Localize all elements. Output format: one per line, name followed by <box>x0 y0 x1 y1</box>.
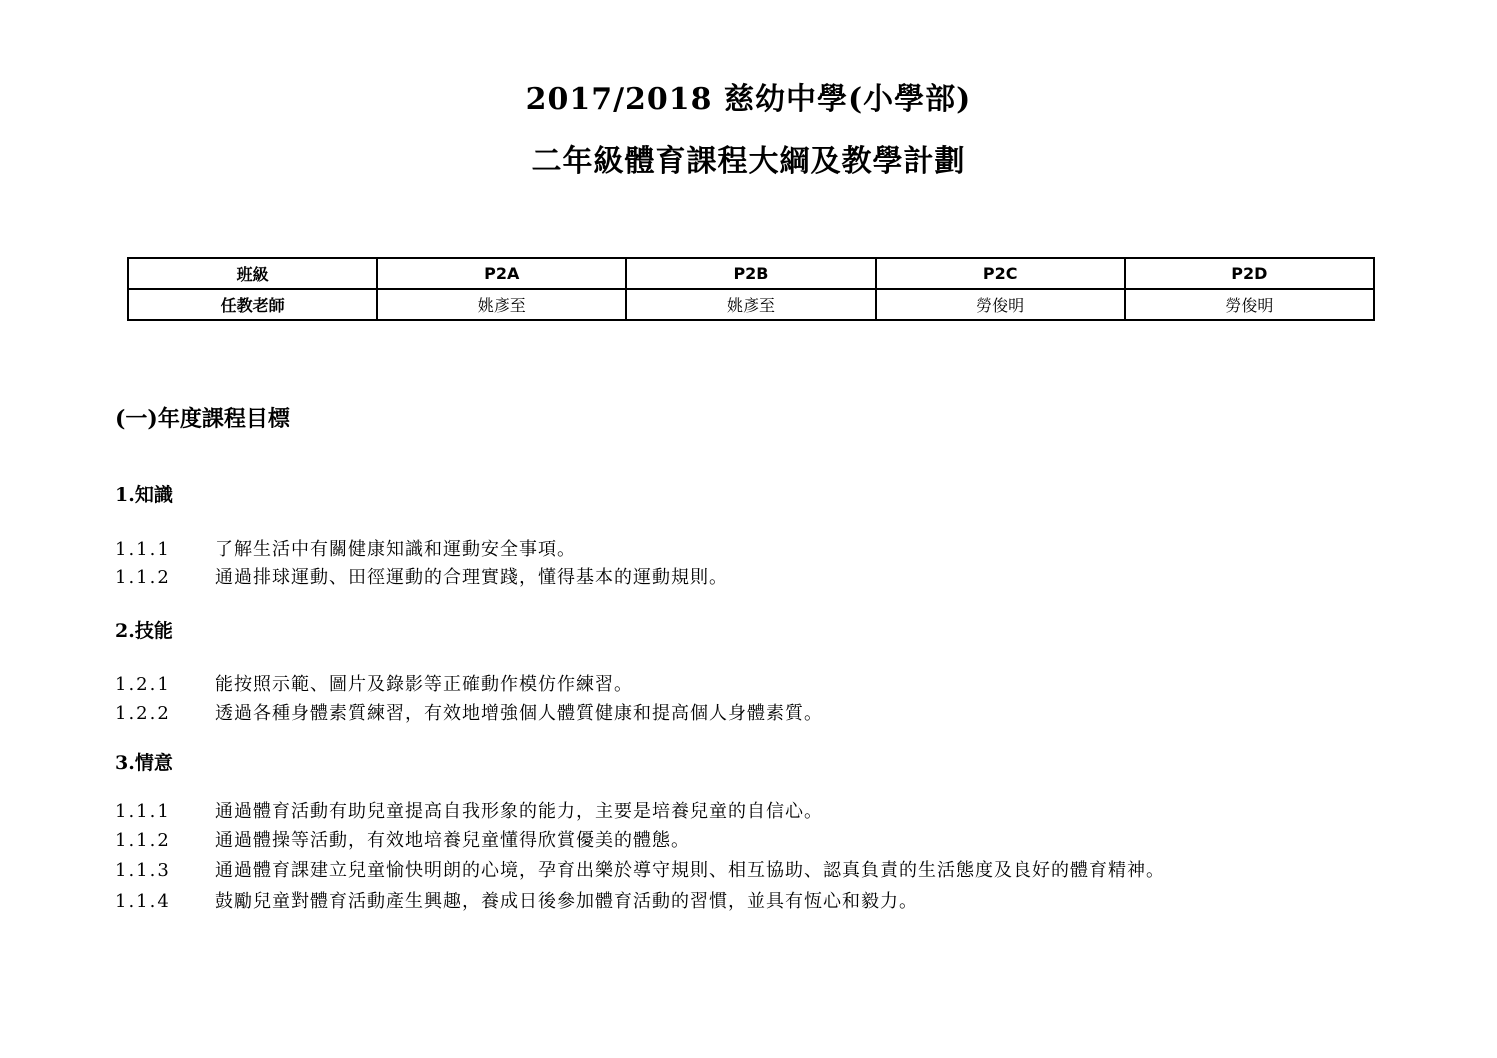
table-header-row <box>128 258 1374 289</box>
teacher-assignment-table <box>127 257 1375 321</box>
list-item <box>115 887 918 913</box>
list-item <box>115 826 690 852</box>
item-text: 通過排球運動、田徑運動的合理實踐，懂得基本的運動規則。 <box>215 567 728 588</box>
item-number: 1.2.1 <box>115 674 171 695</box>
table-header-cell: 班級 <box>128 258 377 289</box>
list-item <box>115 699 823 725</box>
list-item <box>115 670 633 696</box>
item-number: 1.1.2 <box>115 830 171 851</box>
item-text: 了解生活中有關健康知識和運動安全事項。 <box>215 539 576 560</box>
item-number: 1.1.2 <box>115 567 171 588</box>
item-number: 1.1.1 <box>115 539 171 560</box>
table-row-label: 任教老師 <box>128 289 377 320</box>
item-number: 1.1.3 <box>115 860 171 881</box>
list-item <box>115 535 576 561</box>
table-cell: 勞俊明 <box>1125 289 1374 320</box>
document-title: 2017/2018 慈幼中學(小學部) <box>525 82 972 117</box>
item-text: 通過體育活動有助兒童提高自我形象的能力，主要是培養兒童的自信心。 <box>215 801 823 822</box>
table-cell: 姚彥至 <box>626 289 875 320</box>
item-text: 透過各種身體素質練習，有效地增強個人體質健康和提高個人身體素質。 <box>215 703 823 724</box>
item-number: 1.1.1 <box>115 801 171 822</box>
subsection-heading-affective: 3.情意 <box>115 752 173 774</box>
list-item <box>115 856 1165 882</box>
section-title: (一)年度課程目標 <box>115 406 290 432</box>
item-text: 能按照示範、圖片及錄影等正確動作模仿作練習。 <box>215 674 633 695</box>
table-header-cell: P2D <box>1125 258 1374 289</box>
subsection-heading-skills: 2.技能 <box>115 620 173 642</box>
table-header-cell: P2C <box>876 258 1125 289</box>
table-cell: 勞俊明 <box>876 289 1125 320</box>
list-item <box>115 797 823 823</box>
table-header-cell: P2A <box>377 258 626 289</box>
table-row <box>128 289 1374 320</box>
table-cell: 姚彥至 <box>377 289 626 320</box>
item-number: 1.2.2 <box>115 703 171 724</box>
item-text: 通過體操等活動，有效地培養兒童懂得欣賞優美的體態。 <box>215 830 690 851</box>
table-header-cell: P2B <box>626 258 875 289</box>
subsection-heading-knowledge: 1.知識 <box>115 484 173 506</box>
document-subtitle: 二年級體育課程大綱及教學計劃 <box>531 144 966 179</box>
item-text: 鼓勵兒童對體育活動產生興趣，養成日後參加體育活動的習慣，並具有恆心和毅力。 <box>215 891 918 912</box>
list-item <box>115 563 728 589</box>
item-number: 1.1.4 <box>115 891 171 912</box>
item-text: 通過體育課建立兒童愉快明朗的心境，孕育出樂於導守規則、相互協助、認真負責的生活態度及良好的體育精神。 <box>215 860 1165 881</box>
